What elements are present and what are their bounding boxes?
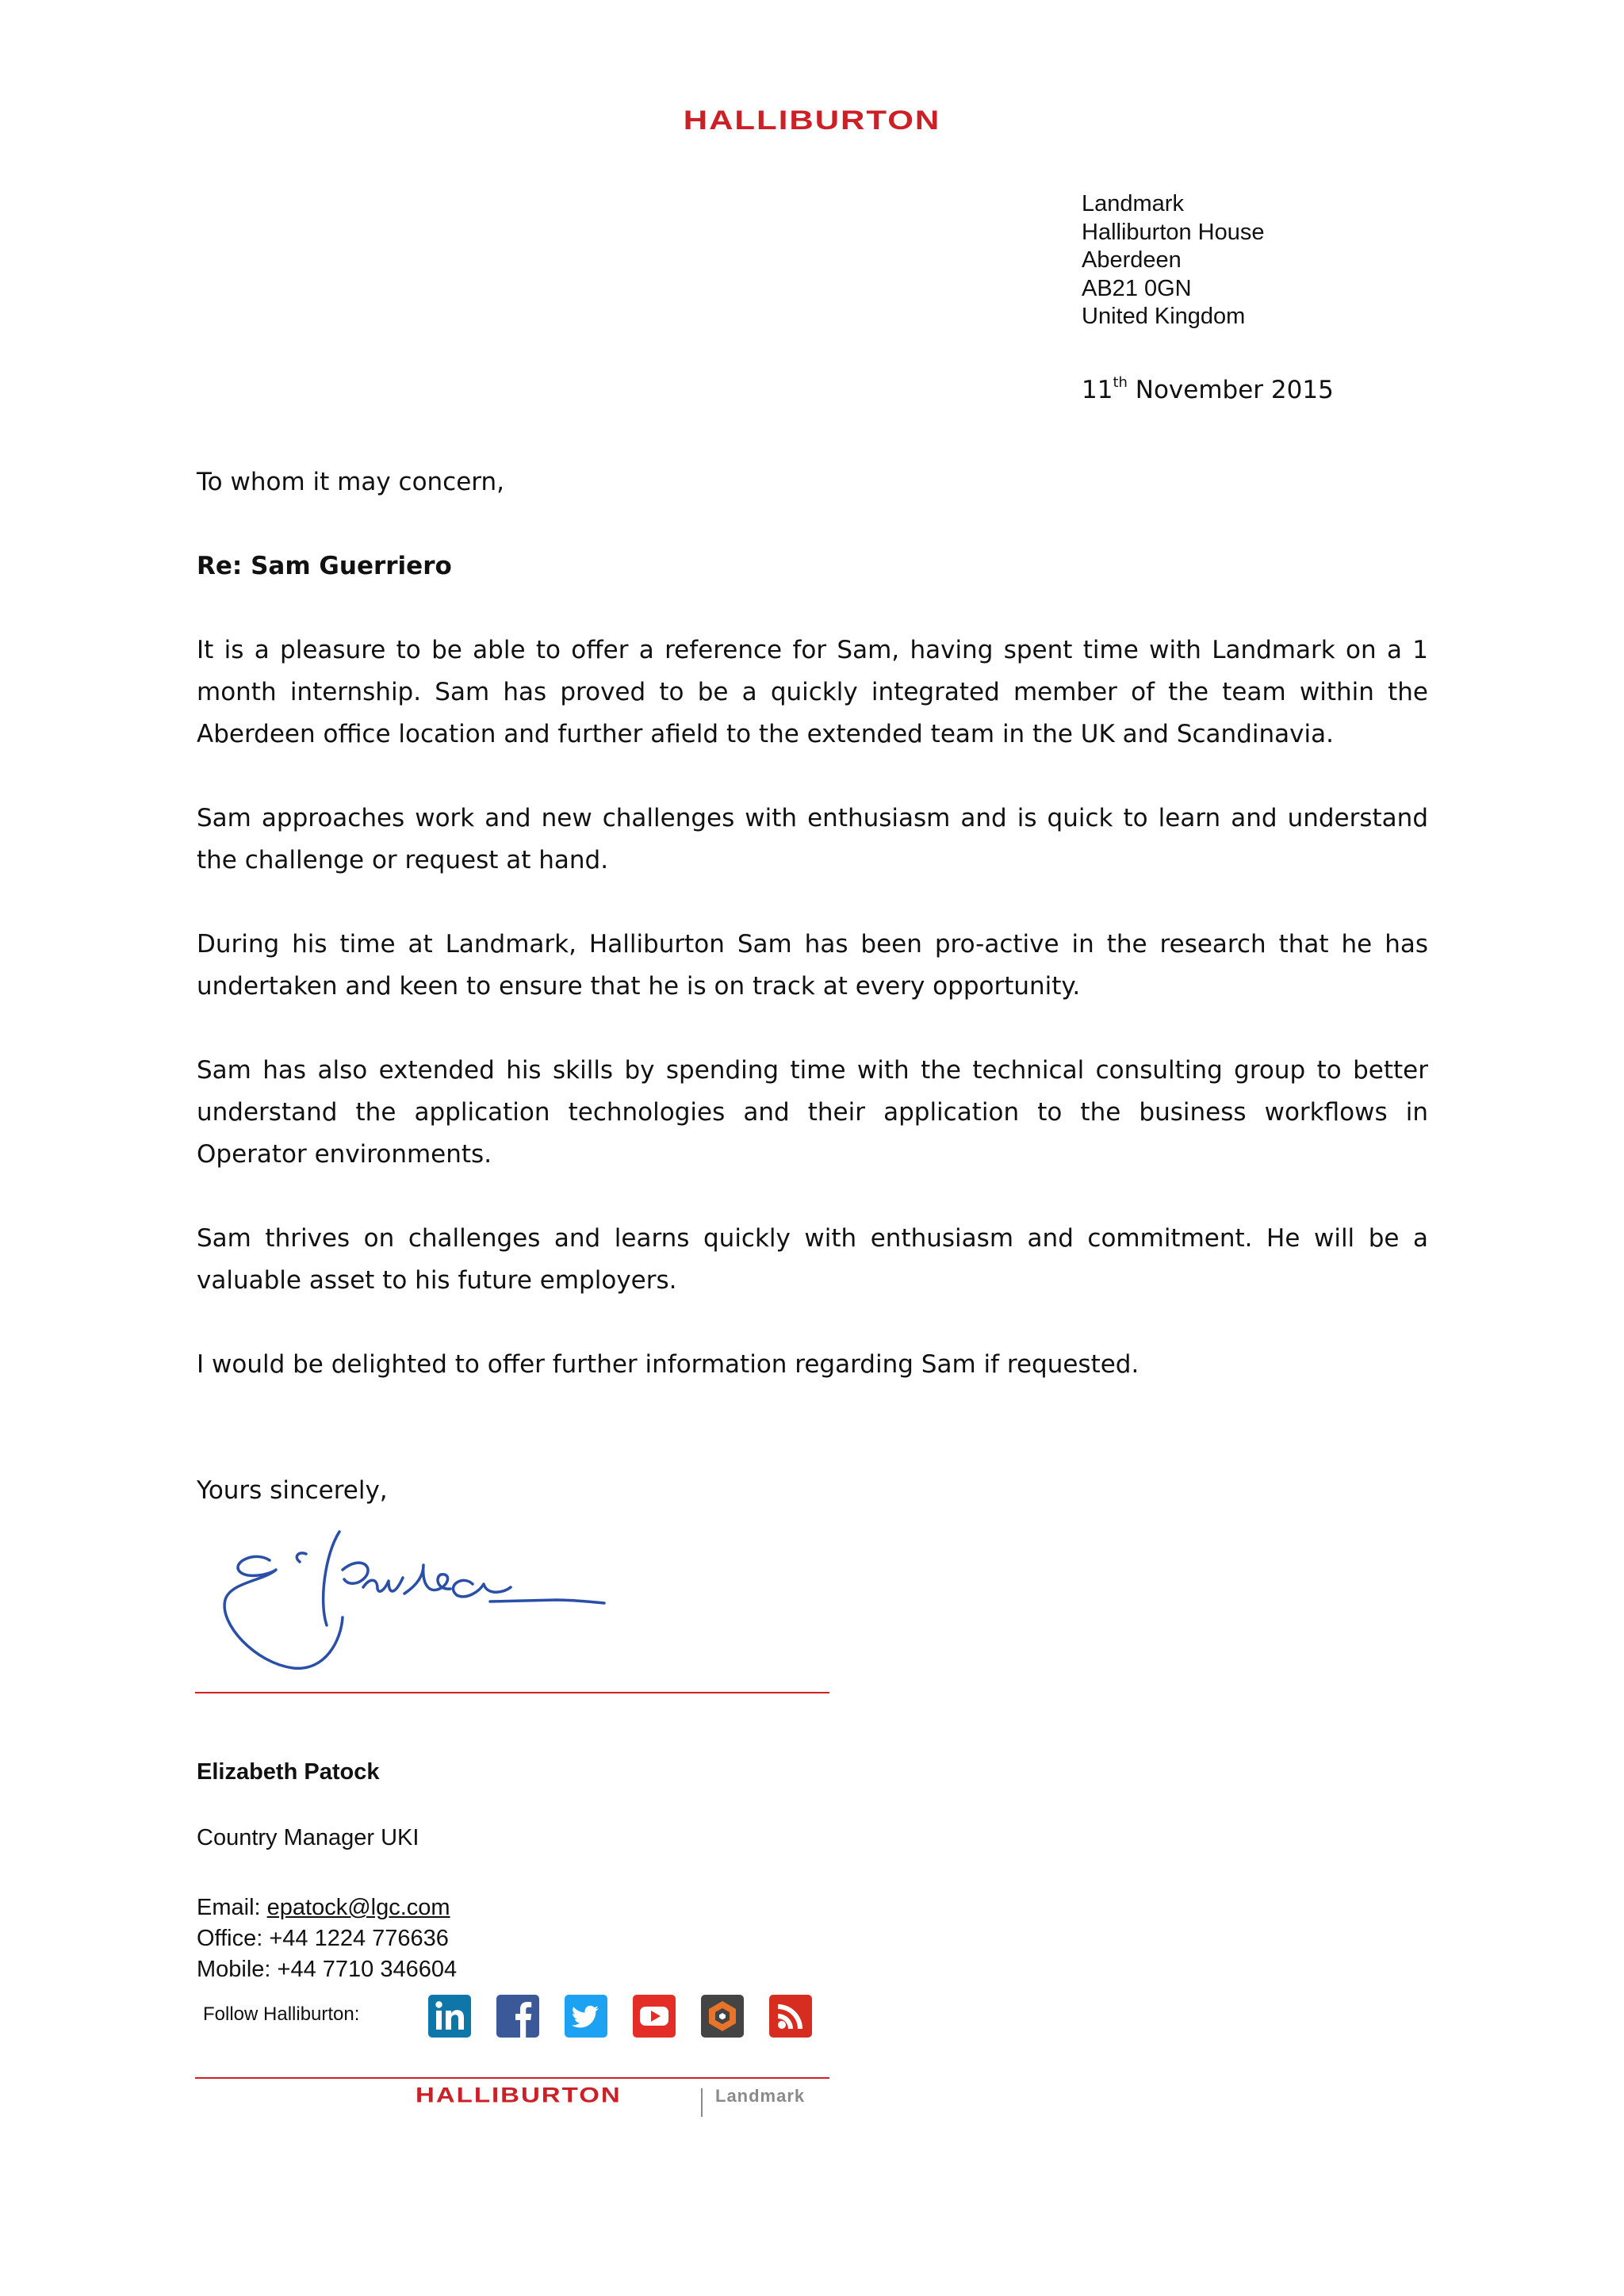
- signatory-name: Elizabeth Patock: [197, 1759, 380, 1785]
- email-label: Email:: [197, 1895, 267, 1920]
- body-paragraph: During his time at Landmark, Halliburton Sam has been pro-active in the research that he has undertaken and keen to ensure that he is on track at every opportunity.: [197, 930, 1428, 1001]
- linkedin-icon[interactable]: [428, 1995, 471, 2038]
- twitter-icon[interactable]: [565, 1995, 607, 2038]
- salutation: To whom it may concern,: [197, 468, 504, 496]
- signature-divider-bottom: [195, 2077, 829, 2079]
- letter-date: [1082, 376, 1334, 404]
- contact-details: [197, 1892, 457, 1985]
- facebook-icon[interactable]: [496, 1995, 539, 2038]
- subject-line: Re: Sam Guerriero: [197, 552, 452, 580]
- halliburton-logo-footer: HALLIBURTON: [416, 2083, 622, 2107]
- email-line: [197, 1892, 457, 1923]
- landmark-brand: Landmark: [715, 2086, 806, 2106]
- address-line: Aberdeen: [1082, 247, 1182, 273]
- date-month-year: November 2015: [1127, 376, 1334, 404]
- email-link[interactable]: epatock@lgc.com: [266, 1895, 450, 1920]
- brand-divider: [701, 2088, 703, 2117]
- body-paragraph: Sam approaches work and new challenges with enthusiasm and is quick to learn and understand the challenge or request at hand.: [197, 804, 1428, 874]
- halliburton-app-icon[interactable]: [701, 1995, 744, 2038]
- date-ordinal: th: [1113, 374, 1128, 391]
- address-line: Halliburton House: [1082, 219, 1265, 245]
- address-line: Landmark: [1082, 191, 1184, 216]
- youtube-icon[interactable]: [633, 1995, 676, 2038]
- letter-body: [197, 461, 1428, 1554]
- address-line: AB21 0GN: [1082, 275, 1192, 301]
- signature-divider-top: [195, 1692, 829, 1693]
- date-day: 11: [1082, 376, 1113, 404]
- mobile-phone: Mobile: +44 7710 346604: [197, 1957, 458, 1982]
- body-paragraph: I would be delighted to offer further information regarding Sam if requested.: [197, 1350, 1139, 1379]
- body-paragraph: It is a pleasure to be able to offer a reference for Sam, having spent time with Landmark on a 1 month internship. Sam has proved to be a quickly integrated member of the team within the Aberdeen office location and further afield to the extended team in the UK and Scandinavia.: [197, 636, 1428, 748]
- body-paragraph: Sam thrives on challenges and learns quickly with enthusiasm and commitment. He will be a valuable asset to his future employers.: [197, 1224, 1428, 1295]
- closing: Yours sincerely,: [197, 1476, 388, 1505]
- office-phone: Office: +44 1224 776636: [197, 1926, 449, 1951]
- handwritten-signature: [208, 1522, 652, 1681]
- address-line: United Kingdom: [1082, 304, 1246, 329]
- blog-rss-icon[interactable]: [769, 1995, 812, 2038]
- body-paragraph: Sam has also extended his skills by spending time with the technical consulting group to better understand the application technologies and their application to the business workflows in Operator environments.: [197, 1056, 1428, 1169]
- signatory-title: Country Manager UKI: [197, 1825, 419, 1850]
- halliburton-logo-top: HALLIBURTON: [683, 105, 941, 136]
- sender-address: [1082, 190, 1265, 331]
- follow-label: Follow Halliburton:: [203, 2003, 360, 2025]
